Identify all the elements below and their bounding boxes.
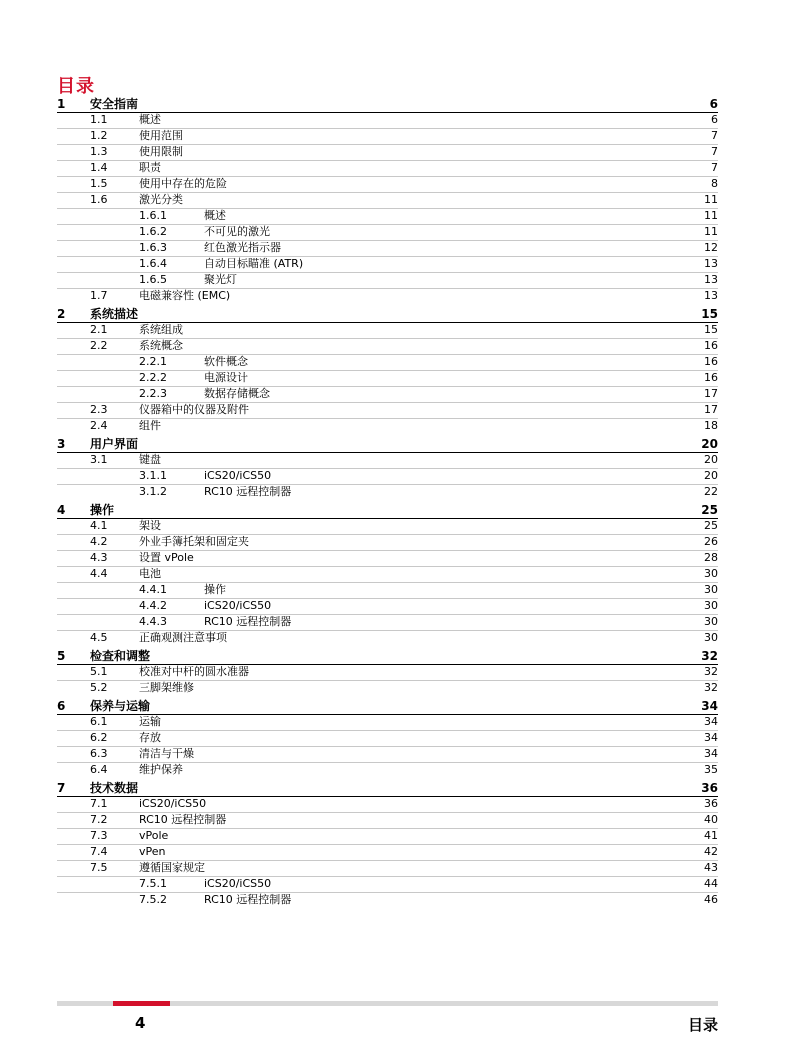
toc-number: 1.6.1 [139,209,167,222]
toc-title: 系统概念 [139,339,183,352]
toc-page-number: 8 [711,177,718,190]
toc-number: 2.3 [90,403,108,416]
toc-entry-row[interactable] [57,582,718,599]
toc-title: vPole [139,829,169,842]
toc-page-number: 26 [704,535,718,548]
toc-number: 6.1 [90,715,108,728]
toc-entry-row[interactable] [57,144,718,161]
toc-title: 检查和调整 [90,649,151,663]
toc-entry-row[interactable] [57,338,718,355]
toc-page-number: 13 [704,257,718,270]
toc-entry-row[interactable] [57,714,718,731]
toc-number: 4.2 [90,535,108,548]
toc-page-number: 6 [709,97,718,111]
toc-title: RC10 远程控制器 [204,615,292,628]
toc-title: iCS20/iCS50 [204,599,272,612]
toc-title: 安全指南 [90,97,139,111]
toc-number: 7.5.2 [139,893,167,906]
toc-title: 运输 [139,715,161,728]
toc-entry-row[interactable] [57,484,718,500]
toc-chapter-row[interactable] [57,96,718,113]
toc-page-number: 43 [704,861,718,874]
toc-chapter-row[interactable] [57,502,718,519]
toc-entry-row[interactable] [57,386,718,403]
toc-entry-row[interactable] [57,160,718,177]
toc-page-number: 30 [704,615,718,628]
toc-page-number: 30 [704,567,718,580]
toc-page-number: 44 [704,877,718,890]
toc-number: 1.6.4 [139,257,167,270]
toc-number: 7.3 [90,829,108,842]
toc-page-number: 34 [704,715,718,728]
toc-number: 7.2 [90,813,108,826]
toc-title: 维护保养 [139,763,183,776]
toc-title: 聚光灯 [204,273,237,286]
toc-title: 三脚架维修 [139,681,194,694]
toc-number: 2.4 [90,419,108,432]
toc-number: 2.2 [90,339,108,352]
toc-entry-row[interactable] [57,370,718,387]
toc-title: 电池 [139,567,161,580]
toc-page-number: 32 [701,649,718,663]
toc-page-number: 20 [704,469,718,482]
toc-entry-row[interactable] [57,256,718,273]
toc-title: 仪器箱中的仪器及附件 [139,403,249,416]
toc-title: 自动目标瞄准 (ATR) [204,257,304,270]
toc-entry-row[interactable] [57,860,718,877]
toc-entry-row[interactable] [57,354,718,371]
toc-entry-row[interactable] [57,762,718,778]
toc-page-number: 18 [704,419,718,432]
toc-entry-row[interactable] [57,288,718,304]
toc-title: 保养与运输 [90,699,151,713]
toc-entry-row[interactable] [57,224,718,241]
toc-title: 组件 [139,419,161,432]
toc-entry-row[interactable] [57,534,718,551]
toc-number: 6.3 [90,747,108,760]
toc-page-number: 13 [704,289,718,302]
toc-entry-row[interactable] [57,452,718,469]
toc-page-number: 32 [704,681,718,694]
toc-page-number: 16 [704,355,718,368]
toc-number: 4.4.2 [139,599,167,612]
toc-page-number: 34 [704,747,718,760]
toc-entry-row[interactable] [57,844,718,861]
toc-number: 7.4 [90,845,108,858]
toc-entry-row[interactable] [57,176,718,193]
toc-entry-row[interactable] [57,272,718,289]
toc-number: 5 [57,649,66,663]
toc-number: 3.1 [90,453,108,466]
toc-number: 6 [57,699,66,713]
toc-title: 校准对中杆的圆水准器 [139,665,249,678]
toc-number: 2.2.1 [139,355,167,368]
toc-title: 技术数据 [90,781,139,795]
toc-title: 使用范围 [139,129,183,142]
toc-page-number: 42 [704,845,718,858]
toc-page-number: 7 [711,129,718,142]
toc-number: 7.5.1 [139,877,167,890]
toc-page-number: 15 [704,323,718,336]
toc-page-number: 15 [701,307,718,321]
toc-number: 1.2 [90,129,108,142]
toc-chapter-row[interactable] [57,436,718,453]
toc-number: 1.6.2 [139,225,167,238]
toc-number: 1.6.5 [139,273,167,286]
toc-page-number: 11 [704,225,718,238]
toc-entry-row[interactable] [57,322,718,339]
toc-page-number: 16 [704,339,718,352]
toc-page-number: 36 [701,781,718,795]
toc-number: 1.7 [90,289,108,302]
toc-title: 软件概念 [204,355,248,368]
toc-title: 外业手簿托架和固定夹 [139,535,249,548]
toc-entry-row[interactable] [57,614,718,631]
toc-title: 系统组成 [139,323,183,336]
toc-page-number: 30 [704,599,718,612]
toc-title: iCS20/iCS50 [204,877,272,890]
toc-title: 设置 vPole [139,551,194,564]
toc-number: 5.2 [90,681,108,694]
toc-number: 3 [57,437,66,451]
toc-page-number: 36 [704,797,718,810]
toc-number: 6.2 [90,731,108,744]
toc-title: 使用限制 [139,145,183,158]
toc-entry-row[interactable] [57,550,718,567]
toc-page-number: 40 [704,813,718,826]
toc-entry-row[interactable] [57,828,718,845]
toc-entry-row[interactable] [57,208,718,225]
toc-page-number: 7 [711,161,718,174]
toc-chapter-row[interactable] [57,306,718,323]
footer-page-number: 4 [135,1014,146,1032]
toc-page-number: 20 [701,437,718,451]
toc-entry-row[interactable] [57,418,718,434]
toc-title: 激光分类 [139,193,183,206]
toc-title: 数据存储概念 [204,387,270,400]
toc-entry-row[interactable] [57,128,718,145]
toc-title: 使用中存在的危险 [139,177,227,190]
toc-title: 架设 [139,519,161,532]
toc-entry-row[interactable] [57,630,718,646]
toc-page-number: 6 [711,113,718,126]
toc-entry-row[interactable] [57,240,718,257]
toc-number: 5.1 [90,665,108,678]
toc-number: 4.5 [90,631,108,644]
toc-number: 1.3 [90,145,108,158]
toc-page-number: 35 [704,763,718,776]
footer-section-title: 目录 [687,1016,718,1034]
toc-entry-row[interactable] [57,680,718,696]
toc-entry-row[interactable] [57,402,718,419]
toc-number: 3.1.2 [139,485,167,498]
toc-entry-row[interactable] [57,892,718,908]
toc-number: 1.6 [90,193,108,206]
toc-title: 红色激光指示器 [204,241,281,254]
toc-number: 4 [57,503,66,517]
toc-page-number: 22 [704,485,718,498]
toc-title: 电源设计 [204,371,248,384]
toc-title: 操作 [90,503,115,517]
toc-page-number: 28 [704,551,718,564]
toc-page-number: 32 [704,665,718,678]
toc-number: 2 [57,307,66,321]
toc-number: 4.4 [90,567,108,580]
toc-page-number: 25 [701,503,718,517]
toc-number: 1.1 [90,113,108,126]
toc-entry-row[interactable] [57,812,718,829]
toc-number: 1.6.3 [139,241,167,254]
toc-title: RC10 远程控制器 [139,813,227,826]
toc-page-number: 16 [704,371,718,384]
toc-title: 键盘 [139,453,161,466]
toc-page-number: 34 [704,731,718,744]
toc-title: 操作 [204,583,226,596]
toc-number: 2.2.2 [139,371,167,384]
toc-entry-row[interactable] [57,746,718,763]
toc-title: vPen [139,845,166,858]
toc-page-number: 12 [704,241,718,254]
toc-number: 3.1.1 [139,469,167,482]
toc-title: 遵循国家规定 [139,861,205,874]
toc-chapter-row[interactable] [57,780,718,797]
toc-number: 7.5 [90,861,108,874]
toc-title: 概述 [139,113,161,126]
toc-chapter-row[interactable] [57,698,718,715]
toc-title: 用户界面 [90,437,139,451]
toc-title: 正确观测注意事项 [139,631,227,644]
toc-title: RC10 远程控制器 [204,485,292,498]
toc-number: 2.2.3 [139,387,167,400]
toc-title: 系统描述 [90,307,139,321]
toc-title: 电磁兼容性 (EMC) [139,289,231,302]
toc-entry-row[interactable] [57,566,718,583]
toc-title: 存放 [139,731,161,744]
toc-number: 4.4.3 [139,615,167,628]
toc-page-number: 20 [704,453,718,466]
toc-number: 7.1 [90,797,108,810]
footer-accent-bar [113,1001,170,1006]
toc-page-number: 25 [704,519,718,532]
toc-number: 6.4 [90,763,108,776]
toc-title: 职责 [139,161,161,174]
toc-page-number: 13 [704,273,718,286]
toc-entry-row[interactable] [57,112,718,129]
toc-page-number: 17 [704,387,718,400]
toc-entry-row[interactable] [57,796,718,813]
toc-title: 不可见的激光 [204,225,270,238]
toc-number: 4.1 [90,519,108,532]
toc-page-number: 11 [704,209,718,222]
toc-title: iCS20/iCS50 [139,797,207,810]
toc-number: 4.4.1 [139,583,167,596]
toc-chapter-row[interactable] [57,648,718,665]
toc-number: 1.5 [90,177,108,190]
toc-page-number: 17 [704,403,718,416]
toc-entry-row[interactable] [57,664,718,681]
toc-number: 7 [57,781,66,795]
toc-title: 清洁与干燥 [139,747,194,760]
toc-number: 1 [57,97,66,111]
page-title: 目录 [57,76,95,97]
toc-page-number: 46 [704,893,718,906]
toc-title: RC10 远程控制器 [204,893,292,906]
toc-page-number: 30 [704,583,718,596]
toc-entry-row[interactable] [57,876,718,893]
toc-entry-row[interactable] [57,598,718,615]
toc-entry-row[interactable] [57,192,718,209]
toc-page-number: 7 [711,145,718,158]
toc-page-number: 30 [704,631,718,644]
toc-entry-row[interactable] [57,468,718,485]
toc-number: 2.1 [90,323,108,336]
toc-page-number: 11 [704,193,718,206]
toc-page-number: 34 [701,699,718,713]
toc-number: 4.3 [90,551,108,564]
toc-entry-row[interactable] [57,518,718,535]
toc-title: 概述 [204,209,226,222]
toc-title: iCS20/iCS50 [204,469,272,482]
toc-number: 1.4 [90,161,108,174]
toc-entry-row[interactable] [57,730,718,747]
toc-page-number: 41 [704,829,718,842]
